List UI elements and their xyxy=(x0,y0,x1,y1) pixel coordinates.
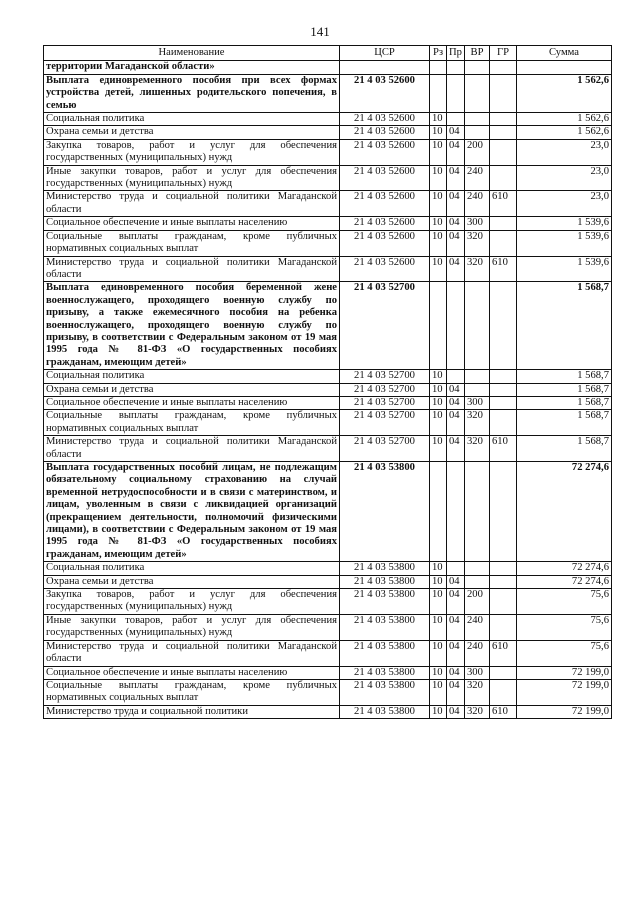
row-gr xyxy=(490,61,517,74)
table-row xyxy=(44,230,612,256)
row-csr: 21 4 03 53800 xyxy=(340,640,430,666)
table-row xyxy=(44,139,612,165)
row-gr xyxy=(490,666,517,679)
row-csr: 21 4 03 52600 xyxy=(340,191,430,217)
row-name: Охрана семьи и детства xyxy=(44,126,340,139)
row-csr: 21 4 03 52700 xyxy=(340,383,430,396)
row-name: Социальные выплаты гражданам, кроме публичных нормативных социальных выплат xyxy=(44,410,340,436)
row-name: Социальная политика xyxy=(44,562,340,575)
table-row xyxy=(44,165,612,191)
row-vr xyxy=(465,126,490,139)
row-pr xyxy=(447,462,465,562)
row-vr: 320 xyxy=(465,410,490,436)
row-sum: 72 199,0 xyxy=(517,679,612,705)
row-name: Социальная политика xyxy=(44,370,340,383)
header-rz: Рз xyxy=(430,46,447,61)
row-rz: 10 xyxy=(430,575,447,588)
row-name: Охрана семьи и детства xyxy=(44,575,340,588)
row-gr xyxy=(490,217,517,230)
row-vr xyxy=(465,575,490,588)
row-name: Выплата единовременного пособия при всех формах устройства детей, лишенных родительского попечения, в семью xyxy=(44,74,340,112)
row-pr: 04 xyxy=(447,679,465,705)
row-rz: 10 xyxy=(430,396,447,409)
row-name: Министерство труда и социальной политики Магаданской области xyxy=(44,191,340,217)
row-pr: 04 xyxy=(447,256,465,282)
row-rz: 10 xyxy=(430,126,447,139)
table-row xyxy=(44,370,612,383)
row-csr: 21 4 03 52600 xyxy=(340,74,430,112)
row-sum: 75,6 xyxy=(517,640,612,666)
row-gr xyxy=(490,462,517,562)
table-row xyxy=(44,113,612,126)
row-gr xyxy=(490,383,517,396)
row-sum xyxy=(517,61,612,74)
row-pr xyxy=(447,61,465,74)
row-gr xyxy=(490,126,517,139)
row-vr: 320 xyxy=(465,230,490,256)
row-gr xyxy=(490,139,517,165)
row-gr xyxy=(490,589,517,615)
row-vr xyxy=(465,61,490,74)
row-pr: 04 xyxy=(447,230,465,256)
row-sum: 1 568,7 xyxy=(517,396,612,409)
header-name: Наименование xyxy=(44,46,340,61)
row-gr xyxy=(490,282,517,370)
table-row xyxy=(44,679,612,705)
row-sum: 23,0 xyxy=(517,139,612,165)
row-pr: 04 xyxy=(447,126,465,139)
row-gr xyxy=(490,113,517,126)
table-row xyxy=(44,74,612,112)
row-sum: 75,6 xyxy=(517,614,612,640)
row-name: Министерство труда и социальной политики Магаданской области xyxy=(44,640,340,666)
row-vr: 240 xyxy=(465,640,490,666)
row-sum: 72 274,6 xyxy=(517,462,612,562)
row-sum: 1 562,6 xyxy=(517,126,612,139)
row-gr xyxy=(490,74,517,112)
table-row xyxy=(44,61,612,74)
row-csr: 21 4 03 52600 xyxy=(340,230,430,256)
row-csr: 21 4 03 53800 xyxy=(340,705,430,718)
row-rz: 10 xyxy=(430,640,447,666)
row-rz xyxy=(430,462,447,562)
row-name: Социальное обеспечение и иные выплаты населению xyxy=(44,396,340,409)
row-csr: 21 4 03 53800 xyxy=(340,614,430,640)
header-vr: ВР xyxy=(465,46,490,61)
row-csr: 21 4 03 53800 xyxy=(340,589,430,615)
row-csr: 21 4 03 52600 xyxy=(340,126,430,139)
row-sum: 1 562,6 xyxy=(517,74,612,112)
row-vr: 320 xyxy=(465,679,490,705)
table-body xyxy=(44,61,612,719)
table-row xyxy=(44,256,612,282)
row-vr: 200 xyxy=(465,589,490,615)
row-pr: 04 xyxy=(447,589,465,615)
header-csr: ЦСР xyxy=(340,46,430,61)
row-csr: 21 4 03 52600 xyxy=(340,113,430,126)
row-pr: 04 xyxy=(447,575,465,588)
row-rz: 10 xyxy=(430,705,447,718)
row-vr xyxy=(465,562,490,575)
table-row xyxy=(44,436,612,462)
table-row xyxy=(44,410,612,436)
row-gr xyxy=(490,575,517,588)
row-sum: 72 199,0 xyxy=(517,666,612,679)
row-gr: 610 xyxy=(490,705,517,718)
row-sum: 75,6 xyxy=(517,589,612,615)
row-csr: 21 4 03 52700 xyxy=(340,370,430,383)
row-pr: 04 xyxy=(447,217,465,230)
row-gr: 610 xyxy=(490,436,517,462)
row-sum: 1 568,7 xyxy=(517,370,612,383)
row-pr xyxy=(447,74,465,112)
row-rz: 10 xyxy=(430,139,447,165)
row-vr: 240 xyxy=(465,614,490,640)
row-sum: 1 568,7 xyxy=(517,436,612,462)
row-vr xyxy=(465,462,490,562)
row-name: Выплата государственных пособий лицам, не подлежащим обязательному социальному страхованию на случай временной нетрудоспособности и в связи с материнством, и лицам, уволенным в связи с ликвидацией организаций (прекращением деятельности, полномочий физическими лицами), в соответствии с Федеральным законом от 19 мая 1995 года № 81-ФЗ «О государственных пособиях гражданам, имеющим детей» xyxy=(44,462,340,562)
row-rz: 10 xyxy=(430,562,447,575)
row-pr xyxy=(447,282,465,370)
row-name: Социальные выплаты гражданам, кроме публичных нормативных социальных выплат xyxy=(44,230,340,256)
row-pr xyxy=(447,562,465,575)
row-csr: 21 4 03 52600 xyxy=(340,165,430,191)
row-rz: 10 xyxy=(430,165,447,191)
row-gr: 610 xyxy=(490,191,517,217)
table-header-row xyxy=(44,46,612,61)
row-vr: 320 xyxy=(465,436,490,462)
row-csr: 21 4 03 53800 xyxy=(340,575,430,588)
row-vr: 240 xyxy=(465,191,490,217)
row-pr: 04 xyxy=(447,640,465,666)
row-csr: 21 4 03 52600 xyxy=(340,139,430,165)
row-pr: 04 xyxy=(447,614,465,640)
row-pr: 04 xyxy=(447,666,465,679)
row-vr xyxy=(465,370,490,383)
row-sum: 72 274,6 xyxy=(517,562,612,575)
row-gr xyxy=(490,165,517,191)
row-sum: 1 539,6 xyxy=(517,230,612,256)
row-csr: 21 4 03 53800 xyxy=(340,666,430,679)
budget-table xyxy=(43,45,612,719)
table-row xyxy=(44,282,612,370)
row-sum: 1 539,6 xyxy=(517,217,612,230)
row-rz: 10 xyxy=(430,217,447,230)
row-name: Закупка товаров, работ и услуг для обеспечения государственных (муниципальных) нужд xyxy=(44,139,340,165)
table-row xyxy=(44,562,612,575)
row-pr: 04 xyxy=(447,383,465,396)
row-rz: 10 xyxy=(430,256,447,282)
row-name: Социальная политика xyxy=(44,113,340,126)
row-pr: 04 xyxy=(447,436,465,462)
table-row xyxy=(44,396,612,409)
row-pr: 04 xyxy=(447,139,465,165)
row-pr: 04 xyxy=(447,410,465,436)
row-vr xyxy=(465,383,490,396)
row-name: Министерство труда и социальной политики Магаданской области xyxy=(44,256,340,282)
row-csr: 21 4 03 52600 xyxy=(340,217,430,230)
row-vr: 300 xyxy=(465,666,490,679)
page-number: 141 xyxy=(310,24,330,39)
row-sum: 72 274,6 xyxy=(517,575,612,588)
table-row xyxy=(44,126,612,139)
row-rz xyxy=(430,74,447,112)
row-pr: 04 xyxy=(447,191,465,217)
row-name: Закупка товаров, работ и услуг для обеспечения государственных (муниципальных) нужд xyxy=(44,589,340,615)
row-gr xyxy=(490,230,517,256)
row-sum: 1 568,7 xyxy=(517,282,612,370)
row-rz: 10 xyxy=(430,410,447,436)
row-name: Охрана семьи и детства xyxy=(44,383,340,396)
row-sum: 1 568,7 xyxy=(517,383,612,396)
row-rz xyxy=(430,282,447,370)
row-gr xyxy=(490,410,517,436)
row-sum: 23,0 xyxy=(517,191,612,217)
row-name: Социальное обеспечение и иные выплаты населению xyxy=(44,217,340,230)
row-rz: 10 xyxy=(430,589,447,615)
row-vr: 300 xyxy=(465,217,490,230)
row-rz: 10 xyxy=(430,614,447,640)
row-rz xyxy=(430,61,447,74)
row-sum: 72 199,0 xyxy=(517,705,612,718)
row-rz: 10 xyxy=(430,370,447,383)
row-vr: 320 xyxy=(465,705,490,718)
row-csr: 21 4 03 52700 xyxy=(340,282,430,370)
row-sum: 1 562,6 xyxy=(517,113,612,126)
row-pr: 04 xyxy=(447,705,465,718)
row-vr: 240 xyxy=(465,165,490,191)
row-csr: 21 4 03 52700 xyxy=(340,396,430,409)
row-gr xyxy=(490,562,517,575)
table-row xyxy=(44,191,612,217)
table-row xyxy=(44,705,612,718)
row-gr xyxy=(490,370,517,383)
row-rz: 10 xyxy=(430,679,447,705)
row-vr: 300 xyxy=(465,396,490,409)
row-rz: 10 xyxy=(430,230,447,256)
row-gr xyxy=(490,614,517,640)
table-row xyxy=(44,614,612,640)
row-name: территории Магаданской области» xyxy=(44,61,340,74)
row-csr xyxy=(340,61,430,74)
row-vr xyxy=(465,113,490,126)
row-gr xyxy=(490,396,517,409)
row-name: Министерство труда и социальной политики xyxy=(44,705,340,718)
row-name: Социальные выплаты гражданам, кроме публичных нормативных социальных выплат xyxy=(44,679,340,705)
header-pr: Пр xyxy=(447,46,465,61)
row-pr xyxy=(447,370,465,383)
table-row xyxy=(44,462,612,562)
table-row xyxy=(44,217,612,230)
row-csr: 21 4 03 52600 xyxy=(340,256,430,282)
row-vr: 320 xyxy=(465,256,490,282)
row-name: Иные закупки товаров, работ и услуг для обеспечения государственных (муниципальных) нужд xyxy=(44,165,340,191)
row-sum: 23,0 xyxy=(517,165,612,191)
row-pr: 04 xyxy=(447,165,465,191)
table-row xyxy=(44,666,612,679)
row-csr: 21 4 03 52700 xyxy=(340,436,430,462)
row-vr xyxy=(465,282,490,370)
row-vr: 200 xyxy=(465,139,490,165)
row-rz: 10 xyxy=(430,383,447,396)
table-row xyxy=(44,589,612,615)
row-gr: 610 xyxy=(490,256,517,282)
row-name: Социальное обеспечение и иные выплаты населению xyxy=(44,666,340,679)
table-row xyxy=(44,383,612,396)
row-csr: 21 4 03 53800 xyxy=(340,462,430,562)
row-rz: 10 xyxy=(430,436,447,462)
header-gr: ГР xyxy=(490,46,517,61)
header-sum: Сумма xyxy=(517,46,612,61)
row-name: Иные закупки товаров, работ и услуг для обеспечения государственных (муниципальных) нужд xyxy=(44,614,340,640)
row-rz: 10 xyxy=(430,191,447,217)
row-pr: 04 xyxy=(447,396,465,409)
row-sum: 1 568,7 xyxy=(517,410,612,436)
row-name: Выплата единовременного пособия беременной жене военнослужащего, проходящего военную службу по призыву, а также ежемесячного пособия на ребенка военнослужащего, проходящего военную службу по призыву, в соответствии с Федеральным законом от 19 мая 1995 года № 81-ФЗ «О государственных пособиях гражданам, имеющим детей» xyxy=(44,282,340,370)
row-sum: 1 539,6 xyxy=(517,256,612,282)
row-vr xyxy=(465,74,490,112)
row-rz: 10 xyxy=(430,666,447,679)
table-row xyxy=(44,640,612,666)
row-gr xyxy=(490,679,517,705)
row-gr: 610 xyxy=(490,640,517,666)
row-rz: 10 xyxy=(430,113,447,126)
row-name: Министерство труда и социальной политики Магаданской области xyxy=(44,436,340,462)
row-csr: 21 4 03 53800 xyxy=(340,562,430,575)
row-pr xyxy=(447,113,465,126)
table-row xyxy=(44,575,612,588)
row-csr: 21 4 03 53800 xyxy=(340,679,430,705)
row-csr: 21 4 03 52700 xyxy=(340,410,430,436)
